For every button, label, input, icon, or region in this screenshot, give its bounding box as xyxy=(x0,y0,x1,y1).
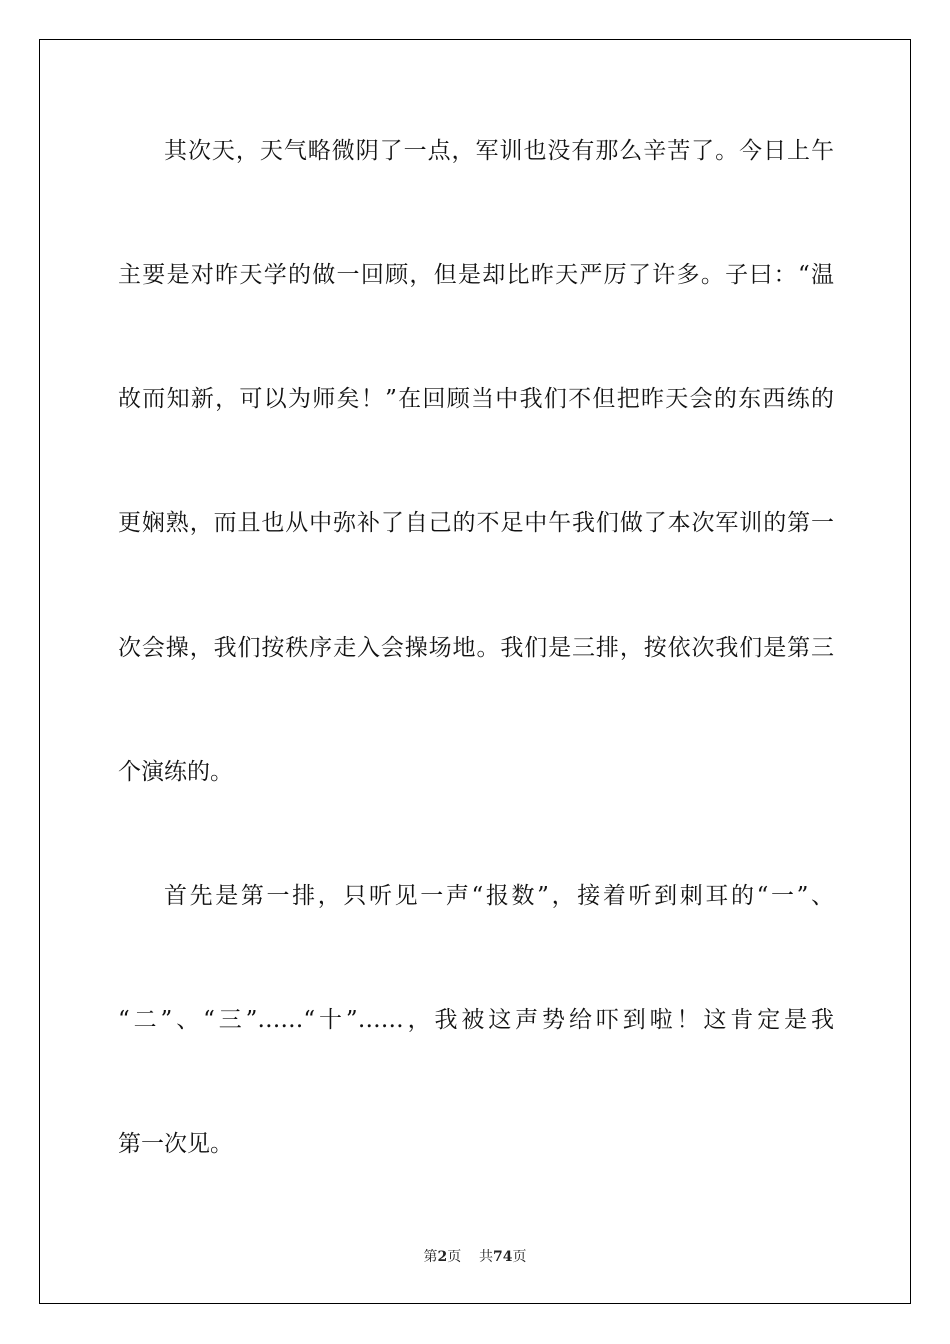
total-suffix: 页 xyxy=(512,1249,527,1265)
page-prefix: 第 xyxy=(423,1249,438,1265)
paragraph-line: 其次天，天气略微阴了一点，军训也没有那么辛苦了。今日上午 xyxy=(164,138,834,164)
paragraph-line: 第一次见。 xyxy=(118,1131,233,1157)
paragraph-line: 个演练的。 xyxy=(118,759,233,785)
paragraph-line: 更娴熟，而且也从中弥补了自己的不足中午我们做了本次军训的第一 xyxy=(118,510,834,536)
total-prefix: 共 xyxy=(479,1249,494,1265)
paragraph-line: 故而知新，可以为师矣！”在回顾当中我们不但把昨天会的东西练的 xyxy=(118,386,834,412)
page-footer xyxy=(0,1246,950,1266)
total-pages: 74 xyxy=(493,1249,513,1265)
page-number: 2 xyxy=(437,1249,448,1265)
paragraph-line: “二”、“三”……“十”……，我被这声势给吓到啦！这肯定是我 xyxy=(118,1007,834,1033)
paragraph-line: 首先是第一排，只听见一声“报数”，接着听到刺耳的“一”、 xyxy=(164,883,834,909)
paragraph-line: 主要是对昨天学的做一回顾，但是却比昨天严厉了许多。子曰：“温 xyxy=(118,262,834,288)
page-border xyxy=(39,39,911,1304)
page-suffix: 页 xyxy=(447,1249,462,1265)
paragraph-line: 次会操，我们按秩序走入会操场地。我们是三排，按依次我们是第三 xyxy=(118,635,834,661)
